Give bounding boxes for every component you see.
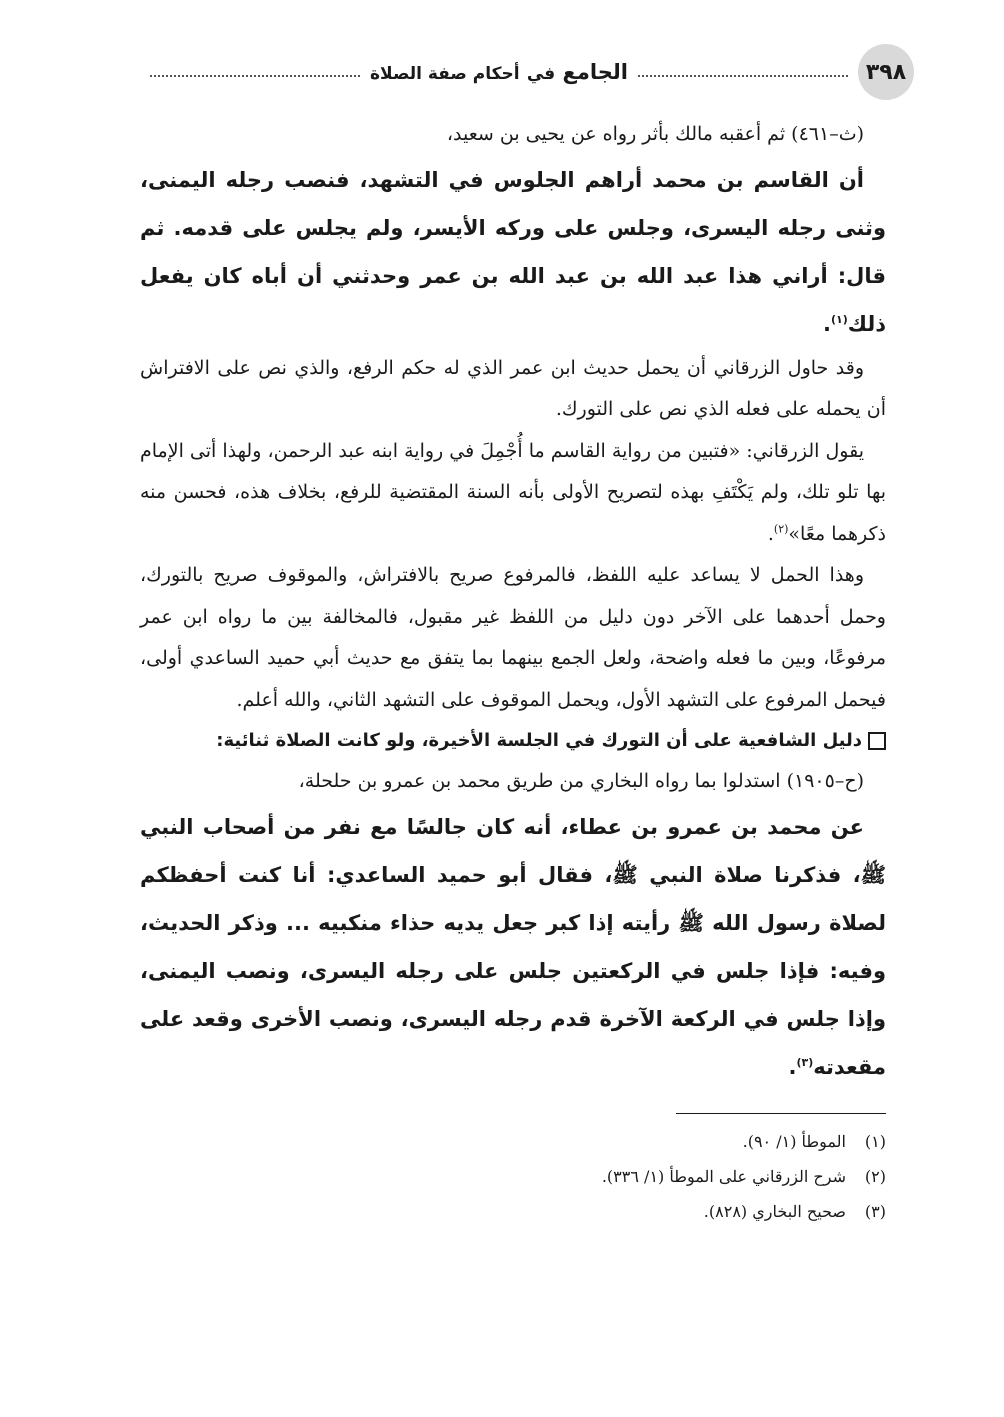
footnote-ref-3[interactable]: (٣) — [796, 1055, 814, 1069]
paragraph-7-quote — [140, 803, 886, 1091]
page-header — [140, 44, 907, 100]
running-title-part1: الجامع — [562, 60, 628, 84]
running-title-part2: في — [526, 64, 556, 84]
paragraph-4 — [140, 431, 886, 556]
page-number: ٣٩٨ — [858, 44, 914, 100]
paragraph-3: وقد حاول الزرقاني أن يحمل حديث ابن عمر الذي له حكم الرفع، والذي نص على الافتراش أن يحمله على فعله الذي نص على التورك. — [140, 356, 886, 420]
paragraph-1: (ث–٤٦١) ثم أعقبه مالك بأثر رواه عن يحيى بن سعيد، — [446, 123, 864, 145]
footnote-number: (٢) — [864, 1166, 886, 1186]
footnote-number: (٣) — [864, 1201, 886, 1221]
section-heading — [140, 721, 886, 761]
paragraph-4-text: يقول الزرقاني: «فتبين من رواية القاسم ما أُجْمِلَ في رواية ابنه عبد الرحمن، ولهذا أتى الإمام بها تلو تلك، ولم يَكْتَفِ بهذه لتصريح الأولى بأنه السنة المقتضية للرفع، بخلاف هذه، فحسن منه ذكرهما معًا» — [140, 439, 886, 545]
footnotes — [140, 1124, 886, 1229]
footnote-text: شرح الزرقاني على الموطأ (١/ ٣٣٦). — [601, 1166, 846, 1186]
paragraph-5: وهذا الحمل لا يساعد عليه اللفظ، فالمرفوع صريح بالافتراش، والموقوف صريح بالتورك، وحمل أحدهما على الآخر دون دليل من اللفظ غير مقبول، فالمخالفة بين ما رواه ابن عمر مرفوعًا، وبين ما فعله واضحة، ولعل الجمع بينهما بما يتفق مع حديث أبي حميد الساعدي أولى، فيحمل المرفوع على التشهد الأول، ويحمل الموقوف على التشهد الثاني، والله أعلم. — [140, 564, 886, 711]
page-body — [140, 114, 886, 1091]
footnote-number: (١) — [864, 1131, 886, 1151]
paragraph-4-end: . — [767, 522, 774, 545]
header-dots-left — [638, 75, 848, 77]
footnote-text: الموطأ (١/ ٩٠). — [742, 1131, 846, 1151]
running-title-part3: أحكام صفة الصلاة — [370, 64, 520, 84]
running-title — [370, 60, 628, 84]
footnote-separator — [676, 1113, 886, 1114]
footnote-2 — [140, 1159, 886, 1194]
header-dots-right — [150, 75, 360, 77]
footnote-3 — [140, 1194, 886, 1229]
paragraph-7-text: عن محمد بن عمرو بن عطاء، أنه كان جالسًا مع نفر من أصحاب النبي ﷺ، فذكرنا صلاة النبي ﷺ، فقال أبو حميد الساعدي: أنا كنت أحفظكم لصلاة رسول الله ﷺ رأيته إذا كبر جعل يديه حذاء منكبيه ... وذكر الحديث، وفيه: فإذا جلس في الركعتين جلس على رجله اليسرى، ونصب اليمنى، وإذا جلس في الركعة الآخرة قدم رجله اليسرى، ونصب الأخرى وقعد على مقعدته — [140, 814, 886, 1079]
footnote-text: صحيح البخاري (٨٢٨). — [703, 1201, 846, 1221]
footnote-ref-2[interactable]: (٢) — [773, 522, 789, 536]
footnote-1 — [140, 1124, 886, 1159]
page — [140, 44, 907, 1229]
square-bullet-icon — [868, 732, 886, 750]
footnote-ref-1[interactable]: (١) — [831, 312, 848, 326]
paragraph-6: (ح–١٩٠٥) استدلوا بما رواه البخاري من طريق محمد بن عمرو بن حلحلة، — [298, 770, 864, 792]
paragraph-2-text: أن القاسم بن محمد أراهم الجلوس في التشهد، فنصب رجله اليمنى، وثنى رجله اليسرى، وجلس على وركه الأيسر، ولم يجلس على قدمه. ثم قال: أراني هذا عبد الله بن عبد الله بن عمر وحدثني أن أباه كان يفعل ذلك — [140, 167, 886, 336]
paragraph-2-quote — [140, 156, 886, 348]
section-heading-text: دليل الشافعية على أن التورك في الجلسة الأخيرة، ولو كانت الصلاة ثنائية: — [216, 730, 862, 751]
paragraph-2-end: . — [823, 311, 831, 336]
paragraph-7-end: . — [788, 1054, 797, 1079]
